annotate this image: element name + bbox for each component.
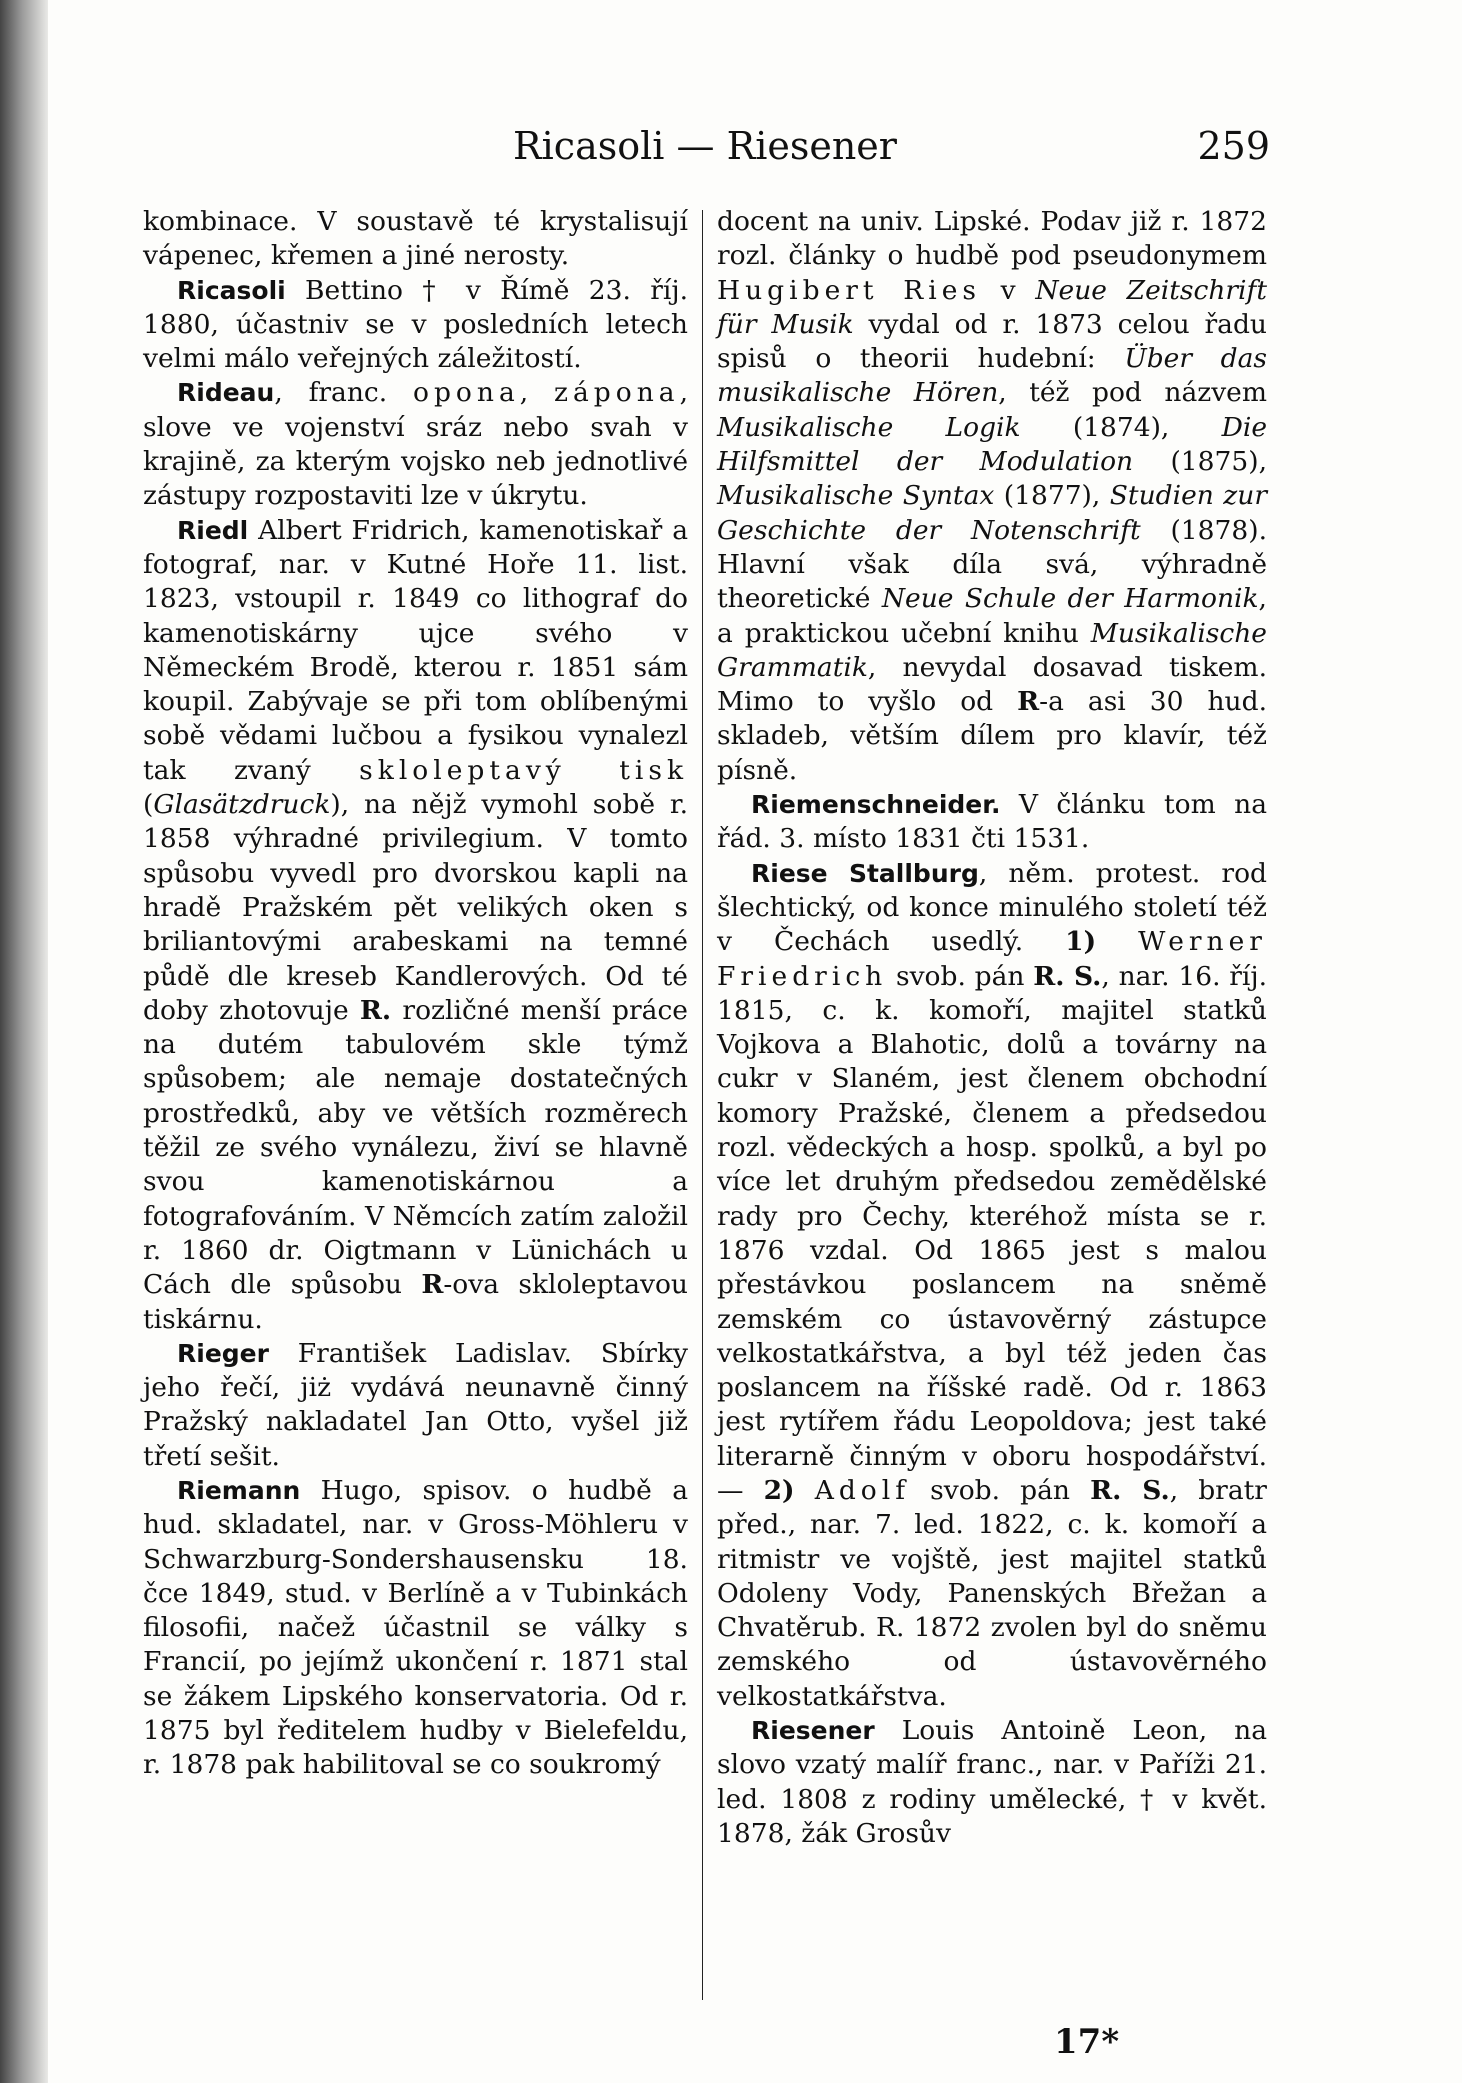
page-header [140, 118, 1270, 178]
spaced-term: Adolf [814, 1474, 911, 1506]
entry-text: , a praktickou učební knihu [717, 583, 1267, 649]
entry-text: , též pod názvem [998, 377, 1267, 409]
entry-text: , nar. 16. říj. 1815, c. k. komoří, majitel statků Vojkova a Blahotic, dolů a továrny na cukr v Slaném, jest členem obchodní komory Pražské, členem a předsedou rozl. vědeckých a hosp. spolků, a byl po více let druhým předsedou zemědělské rady pro Čechy, kteréhož místa se r. 1876 vzdal. Od 1865 jest s malou přestávkou poslancem na sněmě zemském co ústavověrný zástupce velkostatkářstva, a byl též jeden čas poslancem na říšské radě. Od r. 1863 jest rytířem řádu Leopoldova; jest také literarně činným v oboru hospodářství. — [717, 960, 1268, 1506]
entry-text: v [980, 274, 1036, 306]
italic-title: Die Hilfsmittel der Modulation [717, 411, 1268, 478]
item-number: 2) [763, 1474, 795, 1506]
italic-title: Studien zur Geschichte der Notenschrift [717, 480, 1267, 546]
bold-abbreviation: R [421, 1269, 444, 1301]
bold-abbreviation: R. S. [1033, 960, 1102, 992]
entry-text: (1874), [1020, 411, 1222, 443]
spaced-term: skloleptavý tisk [359, 754, 688, 786]
italic-title: Neue Schule der Harmonik [881, 583, 1259, 615]
entry-text: Albert Fridrich, kamenotiskař a fotograf, nar. v Kutné Hoře 11. list. 1823, vstoupil r. 1849 co lithograf do kamenotiskárny ujce svého v Německém Brodě, kterou r. 1851 sám koupil. Zabývaje se při tom oblíbenými sobě vědami lučbou a fysikou vynalezl tak zvaný [143, 514, 688, 786]
entry-text: docent na univ. Lipské. Podav již r. 1872 rozl. články o hudbě pod pseudonymem [717, 206, 1267, 272]
entry-text: , nevydal dosavad tiskem. Mimo to vyšlo od [717, 651, 1267, 718]
binding-shadow [0, 0, 48, 2083]
bold-abbreviation: R. [359, 994, 392, 1026]
headword: Rieger [177, 1338, 269, 1368]
headword: Riese Stallburg [751, 858, 979, 888]
entry-text: (1877), [994, 480, 1110, 512]
entry-text: -a asi 30 hud. skladeb, větším dílem pro klavír, též písně. [717, 686, 1267, 786]
italic-title: Musikalische Syntax [717, 480, 995, 512]
headword: Rideau [177, 378, 275, 408]
entry-text: , [519, 377, 555, 409]
entry-rieger [143, 1337, 688, 1474]
entry-text: vydal od r. 1873 celou řadu spisů o theorii hudební: [717, 308, 1267, 375]
entry-text: Louis Antoině Leon, na slovo vzatý malíř franc., nar. v Paříži 21. led. 1808 z rodiny umělecké, † v květ. 1878, žák Grosův [717, 1715, 1267, 1849]
bold-abbreviation: R. S. [1090, 1474, 1170, 1506]
spaced-term: opona [413, 377, 520, 409]
headword: Riedl [177, 515, 249, 545]
entry-text: , bratr před., nar. 7. led. 1822, c. k. komoří a ritmistr ve vojště, jest majitel statků Odoleny Vody, Panenských Břežan a Chvatěrub. R. 1872 zvolen byl do sněmu zemského od ústavověrného velkostatkářstva. [717, 1474, 1267, 1712]
entry-rideau [143, 376, 688, 513]
entry-text: ( [143, 789, 154, 821]
continuation-paragraph: kombinace. V soustavě té krystalisují vápenec, křemen a jiné nerosty. [143, 206, 688, 272]
headword: Riesener [751, 1716, 875, 1746]
entry-text: , něm. protest. rod šlechtický, od konce minulého století též v Čechách usedlý. [717, 857, 1267, 958]
entry-text: Hugo, spisov. o hudbě a hud. skladatel, nar. v Gross-Möhleru v Schwarzburg-Sondershausensku 18. čce 1849, stud. v Berlíně a v Tubinkách filosofii, načež účastnil se války s Francií, po jejímž ukončení r. 1871 stal se žákem Lipského konservatoria. Od r. 1875 byl ředitelem hudby v Bielefeldu, r. 1878 pak habilitoval se co soukromý [143, 1474, 688, 1781]
headword: Riemenschneider. [751, 790, 1001, 820]
entry-riemenschneider [717, 788, 1267, 857]
entry-text [795, 1475, 815, 1506]
italic-title: Musikalische Grammatik [717, 617, 1267, 683]
entry-text: svob. pán [910, 1474, 1091, 1506]
signature-mark: 17* [1054, 2022, 1120, 2062]
bold-abbreviation: R [1017, 686, 1040, 718]
italic-term: Glasätzdruck [153, 789, 331, 821]
entry-riemann [143, 1474, 688, 1783]
page-number: 259 [1197, 124, 1270, 168]
entry-text: rozličné menší práce na dutém tabulovém skle týmž spůsobem; ale nemaje dostatečných prostředků, aby ve větších rozměrech těžil ze svého vynálezu, živí se hlavně svou kamenotiskárnou a fotografováním. V Němcích zatím založil r. 1860 dr. Oigtmann v Lünichách u Cách dle spůsobu [143, 994, 688, 1301]
running-title: Ricasoli — Riesener [513, 124, 897, 168]
entry-text: V článku tom na řád. 3. místo 1831 čti 1531. [717, 789, 1267, 855]
item-number: 1) [1065, 926, 1097, 958]
entry-text: (1878). Hlavní však díla svá, výhradně theoretické [717, 514, 1268, 615]
right-column [717, 205, 1267, 1851]
headword: Riemann [177, 1475, 301, 1505]
entry-text: , slove ve vojenství sráz nebo svah v krajině, za kterým vojsko neb jednotlivé zástupy rozpostaviti lze v úkrytu. [143, 377, 688, 512]
entry-text [1096, 926, 1138, 957]
spaced-term: Hugibert Ries [717, 274, 981, 306]
entry-text: svob. pán [887, 960, 1034, 992]
headword: Ricasoli [177, 275, 286, 305]
entry-text: Bettino † v Římě 23. říj. 1880, účastniv se v posledních letech velmi málo veřejných záležitostí. [143, 274, 688, 375]
spaced-term: zápona [554, 377, 680, 409]
spaced-term: Werner Friedrich [717, 926, 1267, 992]
entry-text: , franc. [274, 377, 414, 409]
left-column [143, 205, 688, 1783]
entry-text: (1875), [1133, 446, 1267, 478]
entry-ricasoli [143, 274, 688, 377]
italic-title: Neue Zeitschrift für Musik [717, 274, 1267, 340]
italic-title: Über das musikalische Hören [717, 343, 1267, 409]
entry-riedl [143, 514, 688, 1337]
entry-text: ), na nějž vymohl sobě r. 1858 výhradné privilegium. V tomto spůsobu vyvedl pro dvorskou kapli na hradě Pražském pět velikých oken s briliantovými arabeskami na temné půdě dle kreseb Kandlerových. Od té doby zhotovuje [143, 789, 688, 1026]
entry-text: František Ladislav. Sbírky jeho řečí, jiż vydává neunavně činný Pražský nakladatel Jan Otto, vyšel již třetí sešit. [143, 1337, 688, 1472]
entry-text: -ova skloleptavou tiskárnu. [143, 1269, 688, 1335]
continuation-paragraph [717, 205, 1267, 788]
italic-title: Musikalische Logik [717, 411, 1021, 443]
column-rule [702, 210, 703, 2000]
entry-riesener [717, 1714, 1267, 1851]
entry-riese-stallburg [717, 857, 1267, 1714]
